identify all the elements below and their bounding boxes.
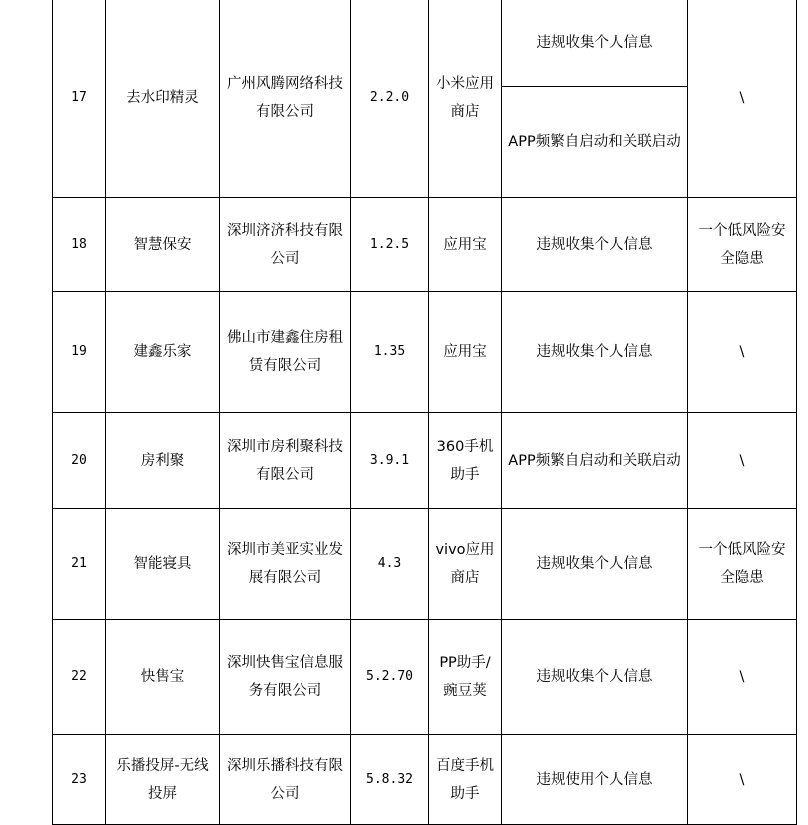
app-version: 2.2.0	[351, 0, 429, 198]
app-name: 去水印精灵	[106, 0, 220, 198]
table-row	[53, 413, 797, 509]
company-name: 深圳快售宝信息服务有限公司	[220, 620, 351, 735]
row-number: 19	[53, 292, 106, 413]
app-store: 应用宝	[429, 292, 502, 413]
table-row	[53, 292, 797, 413]
row-number: 18	[53, 198, 106, 292]
company-name: 佛山市建鑫住房租赁有限公司	[220, 292, 351, 413]
app-version: 1.2.5	[351, 198, 429, 292]
note-cell: \	[688, 620, 797, 735]
company-name: 广州风腾网络科技有限公司	[220, 0, 351, 198]
note-cell: \	[688, 735, 797, 825]
issue-cell: 违规收集个人信息	[502, 198, 688, 292]
app-name: 乐播投屏-无线投屏	[106, 735, 220, 825]
app-version: 1.35	[351, 292, 429, 413]
app-version: 5.2.70	[351, 620, 429, 735]
company-name: 深圳乐播科技有限公司	[220, 735, 351, 825]
table-row	[53, 620, 797, 735]
app-name: 智慧保安	[106, 198, 220, 292]
row-number: 20	[53, 413, 106, 509]
app-store: 应用宝	[429, 198, 502, 292]
issue-cell: 违规收集个人信息	[502, 292, 688, 413]
note-cell: \	[688, 413, 797, 509]
app-name: 建鑫乐家	[106, 292, 220, 413]
issue-cell: 违规收集个人信息	[502, 509, 688, 620]
app-store: vivo应用商店	[429, 509, 502, 620]
company-name: 深圳市房利聚科技有限公司	[220, 413, 351, 509]
issue-cell: APP频繁自启动和关联启动	[502, 87, 688, 198]
app-store: 百度手机助手	[429, 735, 502, 825]
issue-cell: 违规收集个人信息	[502, 0, 688, 87]
app-store: 小米应用商店	[429, 0, 502, 198]
app-version: 4.3	[351, 509, 429, 620]
note-cell: \	[688, 292, 797, 413]
issue-cell: 违规使用个人信息	[502, 735, 688, 825]
company-name: 深圳济济科技有限公司	[220, 198, 351, 292]
row-number: 17	[53, 0, 106, 198]
app-store: 360手机助手	[429, 413, 502, 509]
note-cell: \	[688, 0, 797, 198]
company-name: 深圳市美亚实业发展有限公司	[220, 509, 351, 620]
app-violation-table	[52, 0, 797, 825]
table-row	[53, 0, 797, 87]
row-number: 21	[53, 509, 106, 620]
app-name: 房利聚	[106, 413, 220, 509]
app-name: 快售宝	[106, 620, 220, 735]
issue-cell: APP频繁自启动和关联启动	[502, 413, 688, 509]
table-row	[53, 198, 797, 292]
table-row	[53, 735, 797, 825]
app-name: 智能寝具	[106, 509, 220, 620]
issue-cell: 违规收集个人信息	[502, 620, 688, 735]
row-number: 23	[53, 735, 106, 825]
row-number: 22	[53, 620, 106, 735]
note-cell: 一个低风险安全隐患	[688, 509, 797, 620]
app-version: 5.8.32	[351, 735, 429, 825]
table-row	[53, 509, 797, 620]
app-version: 3.9.1	[351, 413, 429, 509]
note-cell: 一个低风险安全隐患	[688, 198, 797, 292]
app-store: PP助手/豌豆荚	[429, 620, 502, 735]
